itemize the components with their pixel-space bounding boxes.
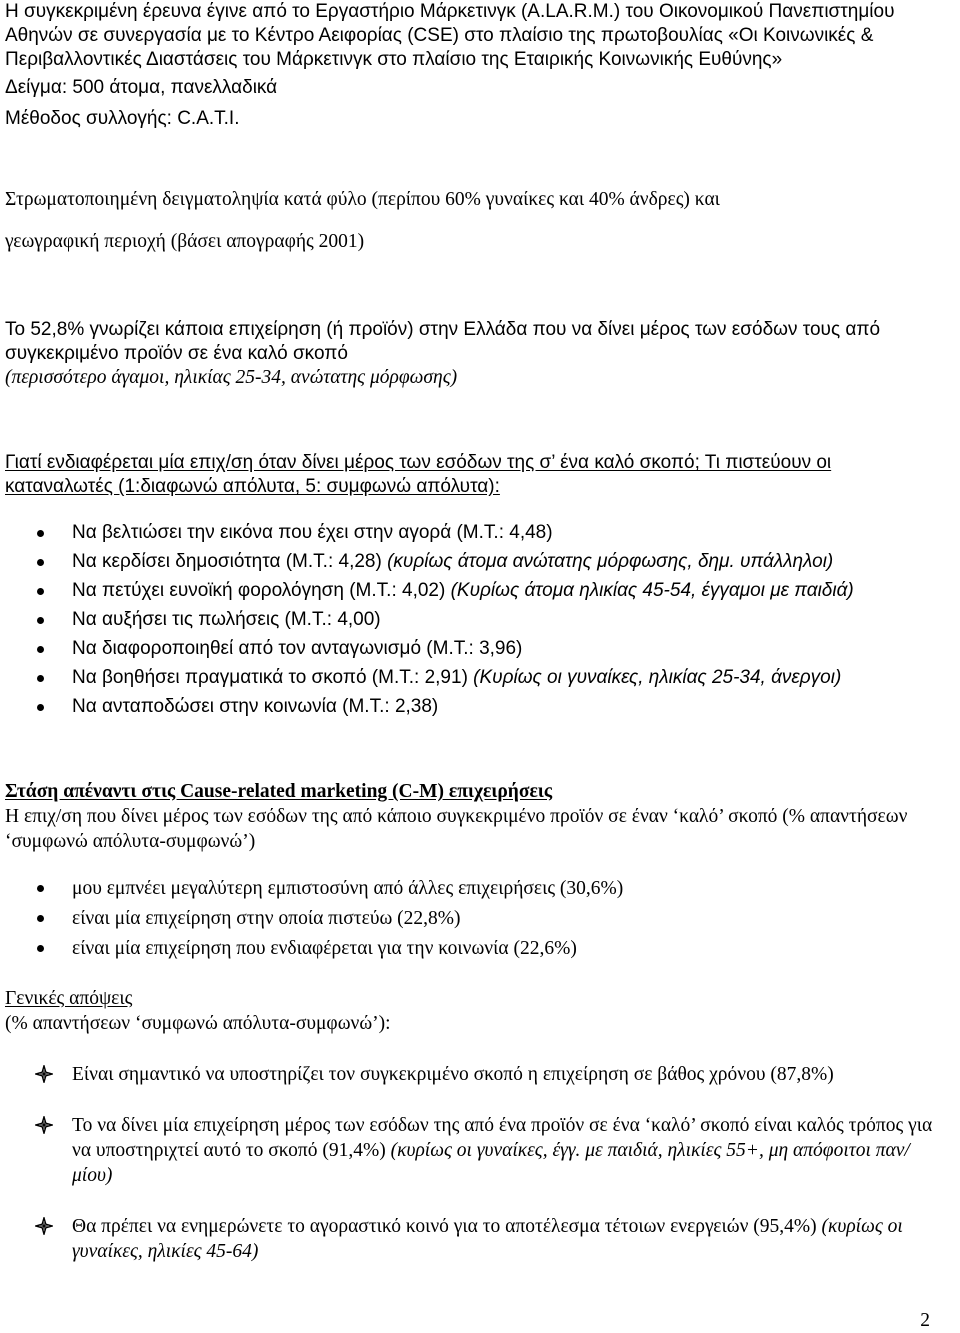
awareness-note: (περισσότερο άγαμοι, ηλικίας 25-34, ανώτατης μόρφωσης) [5, 367, 458, 388]
awareness-section [5, 318, 942, 390]
sampling-line-1: Στρωματοποιημένη δειγματοληψία κατά φύλο (περίπου 60% γυναίκες και 40% άνδρες) και [5, 189, 720, 210]
list-item: είναι μία επιχείρηση στην οποία πιστεύω (22,8%) [5, 906, 942, 936]
list-item: Να διαφοροποιηθεί από τον ανταγωνισμό (Μ.Τ.: 3,96) [5, 637, 942, 666]
list-item: Είναι σημαντικό να υποστηρίζει τον συγκεκριμένο σκοπό η επιχείρηση σε βάθος χρόνου (87,8%) [5, 1062, 942, 1087]
item-note: (Κυρίως οι γυναίκες, ηλικίας 25-34, άνεργοι) [473, 667, 842, 688]
item-note: (κυρίως οι γυναίκες, έγγ. με παιδιά, ηλικίες 55+, μη απόφοιτοι παν/μίου) [72, 1140, 910, 1186]
list-item: Να πετύχει ευνοϊκή φορολόγηση (Μ.Τ.: 4,02) (Κυρίως άτομα ηλικίας 45-54, έγγαμοι με παιδιά) [5, 579, 942, 608]
sample-size: Δείγμα: 500 άτομα, πανελλαδικά [5, 77, 278, 98]
diamond-bullet-icon [35, 1116, 53, 1134]
sampling-section [5, 187, 942, 254]
diamond-bullet-icon [35, 1065, 53, 1083]
item-note: (κυρίως οι γυναίκες, ηλικίες 45-64) [72, 1216, 903, 1262]
question-section [5, 451, 942, 724]
attitude-text: Η επιχ/ση που δίνει μέρος των εσόδων της από κάποιο συγκεκριμένο προϊόν σε έναν ‘καλό’ σκοπό (% απαντήσεων ‘συμφωνώ απόλυτα-συμφωνώ’) [5, 806, 908, 852]
question-list [5, 521, 942, 724]
item-note: (κυρίως άτομα ανώτατης μόρφωσης, δημ. υπάλληλοι) [387, 551, 834, 572]
diamond-bullet-icon [35, 1217, 53, 1235]
general-section [5, 986, 942, 1290]
attitude-section [5, 779, 942, 966]
intro-section [5, 0, 942, 131]
page-number: 2 [920, 1310, 930, 1331]
intro-paragraph: Η συγκεκριμένη έρευνα έγινε από το Εργαστήριο Μάρκετινγκ (A.LA.R.M.) του Οικονομικού Πανεπιστημίου Αθηνών σε συνεργασία με το Κέντρο Αειφορίας (CSE) στο πλαίσιο της πρωτοβουλίας «Οι Κοινωνικές & Περιβαλλοντικές Διαστάσεις του Μάρκετινγκ στο πλαίσιο της Εταιρικής Κοινωνικής Ευθύνης» [5, 1, 895, 70]
question-heading: Γιατί ενδιαφέρεται μία επιχ/ση όταν δίνει μέρος των εσόδων της σ’ ένα καλό σκοπό; Τι πιστεύουν οι καταναλωτές (1:διαφωνώ απόλυτα, 5: συμφωνώ απόλυτα): [5, 452, 832, 497]
sampling-line-2: γεωγραφική περιοχή (βάσει απογραφής 2001) [5, 231, 365, 252]
list-item: Να κερδίσει δημοσιότητα (Μ.Τ.: 4,28) (κυρίως άτομα ανώτατης μόρφωσης, δημ. υπάλληλοι) [5, 550, 942, 579]
general-heading: Γενικές απόψεις [5, 988, 133, 1009]
list-item: Να βελτιώσει την εικόνα που έχει στην αγορά (Μ.Τ.: 4,48) [5, 521, 942, 550]
list-item: Το να δίνει μία επιχείρηση μέρος των εσόδων της από ένα προϊόν σε ένα ‘καλό’ σκοπό είναι καλός τρόπος για να υποστηριχτεί αυτό το σκοπό (91,4%) (κυρίως οι γυναίκες, έγγ. με παιδιά, ηλικίες 55+, μη απόφοιτοι παν/μίου) [5, 1113, 942, 1188]
list-item: Θα πρέπει να ενημερώνετε το αγοραστικό κοινό για το αποτέλεσμα τέτοιων ενεργειών (95,4%) (κυρίως οι γυναίκες, ηλικίες 45-64) [5, 1214, 942, 1264]
attitude-list [5, 876, 942, 966]
general-list [5, 1062, 942, 1264]
list-item: μου εμπνέει μεγαλύτερη εμπιστοσύνη από άλλες επιχειρήσεις (30,6%) [5, 876, 942, 906]
list-item: Να βοηθήσει πραγματικά το σκοπό (Μ.Τ.: 2,91) (Κυρίως οι γυναίκες, ηλικίας 25-34, άνεργοι) [5, 666, 942, 695]
awareness-text: Το 52,8% γνωρίζει κάποια επιχείρηση (ή προϊόν) στην Ελλάδα που να δίνει μέρος των εσόδων τους από συγκεκριμένο προϊόν σε ένα καλό σκοπό [5, 319, 881, 364]
list-item: είναι μία επιχείρηση που ενδιαφέρεται για την κοινωνία (22,6%) [5, 936, 942, 966]
attitude-heading: Στάση απέναντι στις Cause-related marketing (C-M) επιχειρήσεις [5, 781, 553, 802]
general-subheading: (% απαντήσεων ‘συμφωνώ απόλυτα-συμφωνώ’): [5, 1013, 391, 1034]
item-note: (Κυρίως άτομα ηλικίας 45-54, έγγαμοι με παιδιά) [450, 580, 854, 601]
list-item: Να αυξήσει τις πωλήσεις (Μ.Τ.: 4,00) [5, 608, 942, 637]
list-item: Να ανταποδώσει στην κοινωνία (Μ.Τ.: 2,38) [5, 695, 942, 724]
collection-method: Μέθοδος συλλογής: C.A.T.I. [5, 108, 240, 129]
